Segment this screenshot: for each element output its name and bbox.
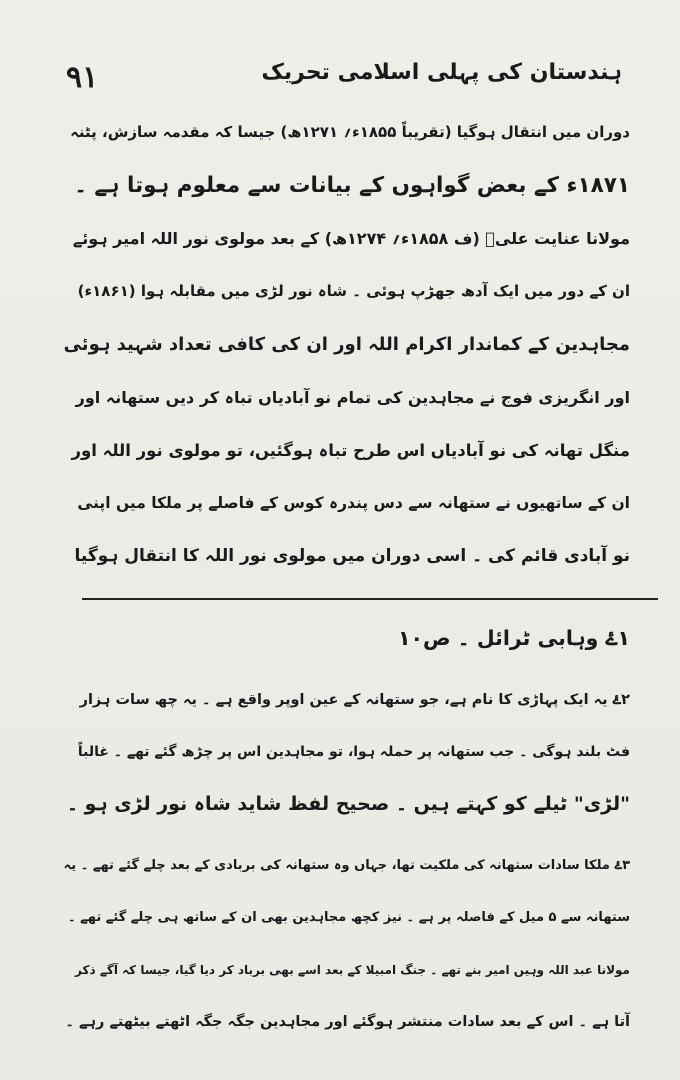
- footnote-3-line: آتا ہے ۔ اس کے بعد سادات منتشر ہوگئے اور مجاہدین جگہ جگہ اٹھتے بیٹھتے رہے ۔: [65, 1014, 630, 1030]
- body-line: اور انگریزی فوج نے مجاہدین کی تمام نو آبادیاں تباہ کر دیں ستھانہ اور: [75, 388, 630, 407]
- footnote-3-line: ستھانہ سے ۵ میل کے فاصلہ پر ہے ۔ نیز کچھ مجاہدین بھی ان کے ساتھ ہی چلے گئے تھے ۔: [68, 910, 630, 925]
- body-line: ان کے دور میں ایک آدھ جھڑپ ہوئی ۔ شاہ نور لڑی میں مقابلہ ہوا (۱۸۶۱ء): [77, 282, 630, 300]
- footnotes: [62, 612, 630, 1048]
- body-line: ان کے ساتھیوں نے ستھانہ سے دس پندرہ کوس کے فاصلے پر ملکا میں اپنی: [77, 494, 630, 512]
- footnote-3-line: ۳ۓ ملکا سادات ستھانہ کی ملکیت تھا، جہاں وہ ستھانہ کی بربادی کے بعد چلے گئے تھے ۔ یہ: [63, 858, 630, 873]
- page-number: ۹۱: [66, 60, 99, 95]
- body-line: نو آبادی قائم کی ۔ اسی دوران میں مولوی نور اللہ کا انتقال ہوگیا: [74, 546, 630, 566]
- running-head: ہندستان کی پہلی اسلامی تحریک: [261, 60, 622, 85]
- footnote-2-line: "لڑی" ٹیلے کو کہتے ہیں ۔ صحیح لفظ شاید شاہ نور لڑی ہو ۔: [66, 793, 630, 815]
- body-line: دوران میں انتقال ہوگیا (تقریباً ۱۸۵۵ء؍ ۱۲۷۱ھ) جیسا کہ مقدمہ سازش، پٹنہ: [70, 123, 630, 141]
- main-text: [62, 106, 630, 583]
- body-line: مولانا عنایت علیؒ (ف ۱۸۵۸ء؍ ۱۲۷۴ھ) کے بعد مولوی نور اللہ امیر ہوئے: [72, 229, 630, 248]
- body-line: منگل تھانہ کی نو آبادیاں اس طرح تباہ ہوگئیں، تو مولوی نور اللہ اور: [71, 441, 630, 460]
- footnote-divider: [82, 598, 658, 600]
- body-line: ۱۸۷۱ء کے بعض گواہوں کے بیانات سے معلوم ہوتا ہے ۔: [74, 173, 630, 198]
- body-line: مجاہدین کے کماندار اکرام اللہ اور ان کی کافی تعداد شہید ہوئی: [63, 334, 630, 355]
- footnote-1-line: ۱ۓ وہابی ٹرائل ۔ ص۱۰: [397, 626, 630, 650]
- footnote-3-line: مولانا عبد اللہ وہیں امیر بنے تھے ۔ جنگ امبیلا کے بعد اسے بھی برباد کر دیا گیا، جیسا کہ آگے ذکر: [75, 963, 630, 977]
- footnote-2-line: ۲ۓ یہ ایک پہاڑی کا نام ہے، جو ستھانہ کے عین اوپر واقع ہے ۔ یہ چھ سات ہزار: [79, 692, 630, 708]
- footnote-2-line: فٹ بلند ہوگی ۔ جب ستھانہ پر حملہ ہوا، تو مجاہدین اس پر چڑھ گئے تھے ۔ غالباً: [77, 744, 630, 760]
